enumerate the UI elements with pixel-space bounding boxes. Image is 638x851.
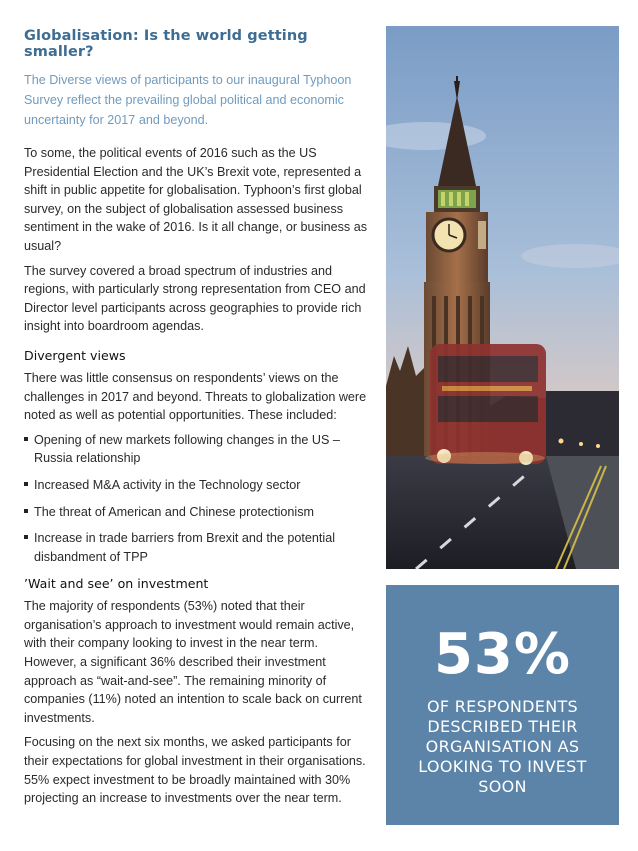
big-ben-illustration [386,26,619,569]
bullet-square-icon [24,437,28,441]
stat-callout-box [386,585,619,825]
bullet-square-icon [24,509,28,513]
article-column [24,28,370,814]
list-item-text: The threat of American and Chinese protectionism [34,504,315,519]
section2-paragraph-2: Focusing on the next six months, we asked participants for their expectations for global investment in their organisations. 55% expect investment to be broadly maintained with 30% projecting an increase to investments over the near term. [24,735,366,806]
section-heading-wait-and-see: ’Wait and see’ on investment [24,576,209,592]
list-item [24,503,370,522]
list-item-text: Opening of new markets following changes in the US – Russia relationship [34,432,340,466]
bullet-square-icon [24,535,28,539]
article-lead: The Diverse views of participants to our inaugural Typhoon Survey reflect the prevailing global political and economic uncertainty for 2017 and beyond. [24,73,352,127]
bullet-square-icon [24,482,28,486]
list-item-text: Increased M&A activity in the Technology sector [34,477,301,492]
stat-caption: OF RESPONDENTS DESCRIBED THEIR ORGANISATION AS LOOKING TO INVEST SOON [418,697,587,796]
bullet-list [24,431,370,567]
paragraph-1: To some, the political events of 2016 such as the US Presidential Election and the UK’s Brexit vote, represented a shift in public appetite for globalisation. Typhoon’s first global survey, on the subject of globalisation assessed business sentiment in the wake of 2016. Is it all change, or business as usual? [24,146,368,253]
article-title: Globalisation: Is the world getting smaller? [24,28,308,60]
paragraph-2: The survey covered a broad spectrum of industries and regions, with particularly strong representation from CEO and Director level participants across geographies to provide rich insight into boardroom agendas. [24,263,366,334]
section2-paragraph-1: The majority of respondents (53%) noted that their organisation’s approach to investment would remain active, with their company looking to invest in the near term. However, a significant 36% described their investment approach as “wait-and-see”. The remaining minority of companies (11%) noted an intention to scale back on current investments. [24,599,362,725]
list-item [24,476,370,495]
list-item-text: Increase in trade barriers from Brexit and the potential disbandment of TPP [34,531,336,564]
big-ben-photo [386,26,619,569]
list-item [24,431,370,468]
list-item [24,529,370,566]
section-heading-divergent-views: Divergent views [24,347,126,363]
stat-value: 53% [433,622,572,687]
section1-intro: There was little consensus on respondents’ views on the challenges in 2017 and beyond. Threats to globalization were noted as well as potential opportunities. These included: [24,370,367,423]
